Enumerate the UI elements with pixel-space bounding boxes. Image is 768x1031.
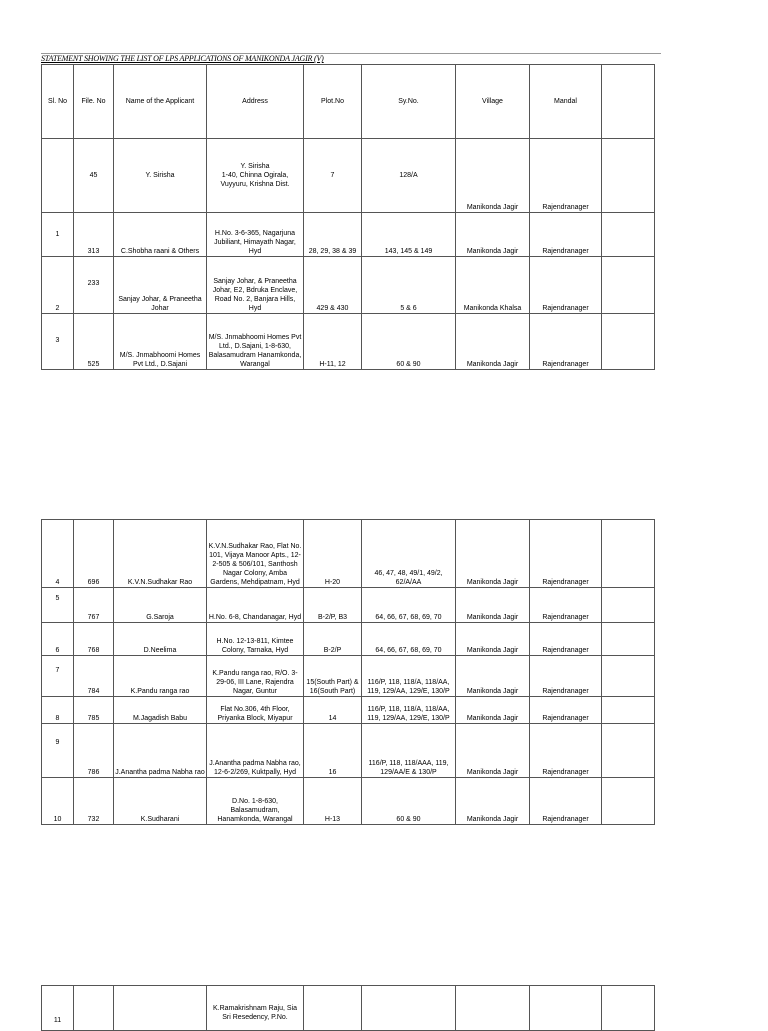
cell-blank xyxy=(602,623,655,656)
cell-name: D.Neelima xyxy=(114,623,207,656)
cell-mandal: Rajendranager xyxy=(530,697,602,724)
cell-name: M/S. Jnmabhoomi Homes Pvt Ltd., D.Sajani xyxy=(114,314,207,370)
table-row xyxy=(42,520,655,588)
address-line: Y. Sirisha 1-40, Chinna Ogirala, Vuyyuru, Krishna Dist. xyxy=(220,163,290,188)
cell-address: Flat No.306, 4th Floor, Priyanka Block, Miyapur xyxy=(207,697,304,724)
cell-name: Y. Sirisha xyxy=(114,139,207,213)
cell-sy: 116/P, 118, 118/AAA, 119, 129/AA/E & 130/P xyxy=(362,724,456,778)
header-address: Address xyxy=(207,65,304,139)
cell-village: Manikonda Jagir xyxy=(456,139,530,213)
cell-address: H.No. 12-13-811, Kimtee Colony, Tarnaka, Hyd xyxy=(207,623,304,656)
cell-sy: 128/A xyxy=(362,139,456,213)
cell-sy: 64, 66, 67, 68, 69, 70 xyxy=(362,623,456,656)
cell-sl: 5 xyxy=(42,588,74,623)
cell-name: G.Saroja xyxy=(114,588,207,623)
cell-address: D.No. 1-8-630, Balasamudram, Hanamkonda, Warangal xyxy=(207,778,304,825)
table-row xyxy=(42,656,655,697)
header-file: File. No xyxy=(74,65,114,139)
cell-sl: 9 xyxy=(42,724,74,778)
cell-blank xyxy=(602,588,655,623)
cell-mandal: Rajendranager xyxy=(530,588,602,623)
cell-plot: B-2/P xyxy=(304,623,362,656)
cell-village: Manikonda Jagir xyxy=(456,588,530,623)
table-row xyxy=(42,588,655,623)
table-row xyxy=(42,257,655,314)
cell-file: 785 xyxy=(74,697,114,724)
table-row xyxy=(42,724,655,778)
cell-sl: 8 xyxy=(42,697,74,724)
cell-sl: 2 xyxy=(42,257,74,314)
cell-blank xyxy=(602,314,655,370)
page-title: STATEMENT SHOWING THE LIST OF LPS APPLICATIONS OF MANIKONDA JAGIR (V) xyxy=(41,54,324,63)
cell-village: Manikonda Jagir xyxy=(456,778,530,825)
lps-table-2 xyxy=(41,519,655,825)
cell-village: Manikonda Jagir xyxy=(456,314,530,370)
cell-sl: 10 xyxy=(42,778,74,825)
cell-file: 45 xyxy=(74,139,114,213)
cell-file: 732 xyxy=(74,778,114,825)
cell-plot: 14 xyxy=(304,697,362,724)
cell-plot: 429 & 430 xyxy=(304,257,362,314)
cell-sy: 64, 66, 67, 68, 69, 70 xyxy=(362,588,456,623)
cell-sy: 143, 145 & 149 xyxy=(362,213,456,257)
cell-plot: 15(South Part) & 16(South Part) xyxy=(304,656,362,697)
cell-file: 696 xyxy=(74,520,114,588)
cell-address: H.No. 6-8, Chandanagar, Hyd xyxy=(207,588,304,623)
cell-plot: H-11, 12 xyxy=(304,314,362,370)
cell-file: 768 xyxy=(74,623,114,656)
cell-blank xyxy=(602,520,655,588)
cell-address: K.Pandu ranga rao, R/O. 3-29-06, III Lane, Rajendra Nagar, Guntur xyxy=(207,656,304,697)
lps-table-3 xyxy=(41,985,655,1031)
cell-blank xyxy=(602,697,655,724)
cell-name: K.Sudharani xyxy=(114,778,207,825)
cell-mandal: Rajendranager xyxy=(530,213,602,257)
header-mandal: Mandal xyxy=(530,65,602,139)
cell-sl: 11 xyxy=(42,986,74,1031)
cell-sl: 7 xyxy=(42,656,74,697)
header-row xyxy=(42,65,655,139)
header-blank xyxy=(602,65,655,139)
cell-mandal: Rajendranager xyxy=(530,724,602,778)
cell-village: Manikonda Jagir xyxy=(456,697,530,724)
cell-sl xyxy=(42,139,74,213)
cell-name: K.Pandu ranga rao xyxy=(114,656,207,697)
cell-file: 767 xyxy=(74,588,114,623)
cell-blank xyxy=(602,656,655,697)
cell-sy: 116/P, 118, 118/A, 118/AA, 119, 129/AA, 129/E, 130/P xyxy=(362,697,456,724)
cell-sy: 46, 47, 48, 49/1, 49/2, 62/A/AA xyxy=(362,520,456,588)
cell-sy: 116/P, 118, 118/A, 118/AA, 119, 129/AA, 129/E, 130/P xyxy=(362,656,456,697)
cell-sy: 60 & 90 xyxy=(362,778,456,825)
cell-name: J.Anantha padma Nabha rao xyxy=(114,724,207,778)
cell-address: K.V.N.Sudhakar Rao, Flat No. 101, Vijaya Manoor Apts., 12-2-505 & 506/101, Santhosh Nagar Colony, Amba Gardens, Mehdipatnam, Hyd xyxy=(207,520,304,588)
cell-address: H.No. 3-6-365, Nagarjuna Jubiliant, Himayath Nagar, Hyd xyxy=(207,213,304,257)
cell-village: Manikonda Jagir xyxy=(456,656,530,697)
cell-sl: 1 xyxy=(42,213,74,257)
cell-plot: 16 xyxy=(304,724,362,778)
cell-blank xyxy=(602,139,655,213)
cell-blank xyxy=(602,257,655,314)
cell-file: 313 xyxy=(74,213,114,257)
lps-table-1 xyxy=(41,64,655,370)
cell-file: 784 xyxy=(74,656,114,697)
cell-sl: 4 xyxy=(42,520,74,588)
cell-name: K.V.N.Sudhakar Rao xyxy=(114,520,207,588)
cell-village: Manikonda Jagir xyxy=(456,623,530,656)
cell-file: 233 xyxy=(74,257,114,314)
cell-plot: 7 xyxy=(304,139,362,213)
cell-address: K.Ramakrishnam Raju, Sia Sri Resedency, P.No. xyxy=(207,986,304,1031)
cell-blank xyxy=(602,724,655,778)
cell-file: 786 xyxy=(74,724,114,778)
header-plot: Plot.No xyxy=(304,65,362,139)
cell-plot: 28, 29, 38 & 39 xyxy=(304,213,362,257)
cell-address: Sanjay Johar, & Praneetha Johar, E2, Bdruka Enclave, Road No. 2, Banjara Hills, Hyd xyxy=(207,257,304,314)
cell-mandal: Rajendranager xyxy=(530,139,602,213)
header-village: Village xyxy=(456,65,530,139)
cell-address: J.Anantha padma Nabha rao, 12-6-2/269, Kuktpally, Hyd xyxy=(207,724,304,778)
cell-blank xyxy=(602,213,655,257)
table-row xyxy=(42,314,655,370)
cell-mandal: Rajendranager xyxy=(530,257,602,314)
cell-sl: 3 xyxy=(42,314,74,370)
table-row xyxy=(42,213,655,257)
cell-mandal: Rajendranager xyxy=(530,656,602,697)
cell-mandal: Rajendranager xyxy=(530,520,602,588)
cell-village: Manikonda Jagir xyxy=(456,520,530,588)
cell-sy: 5 & 6 xyxy=(362,257,456,314)
cell-village: Manikonda Jagir xyxy=(456,724,530,778)
cell-mandal: Rajendranager xyxy=(530,623,602,656)
table-row xyxy=(42,139,655,213)
cell-name: M.Jagadish Babu xyxy=(114,697,207,724)
table-row xyxy=(42,778,655,825)
cell-sy: 60 & 90 xyxy=(362,314,456,370)
cell-name: Sanjay Johar, & Praneetha Johar xyxy=(114,257,207,314)
cell-address xyxy=(207,139,304,213)
header-name: Name of the Applicant xyxy=(114,65,207,139)
cell-file: 525 xyxy=(74,314,114,370)
table-row xyxy=(42,697,655,724)
table-row xyxy=(42,623,655,656)
cell-village: Manikonda Khalsa xyxy=(456,257,530,314)
cell-village: Manikonda Jagir xyxy=(456,213,530,257)
cell-name: C.Shobha raani & Others xyxy=(114,213,207,257)
cell-plot: B-2/P, B3 xyxy=(304,588,362,623)
cell-sl: 6 xyxy=(42,623,74,656)
cell-address: M/S. Jnmabhoomi Homes Pvt Ltd., D.Sajani, 1-8-630, Balasamudram Hanamkonda, Warangal xyxy=(207,314,304,370)
header-sl: Sl. No xyxy=(42,65,74,139)
cell-mandal: Rajendranager xyxy=(530,314,602,370)
cell-blank xyxy=(602,778,655,825)
header-sy: Sy.No. xyxy=(362,65,456,139)
cell-plot: H-20 xyxy=(304,520,362,588)
cell-plot: H-13 xyxy=(304,778,362,825)
cell-mandal: Rajendranager xyxy=(530,778,602,825)
